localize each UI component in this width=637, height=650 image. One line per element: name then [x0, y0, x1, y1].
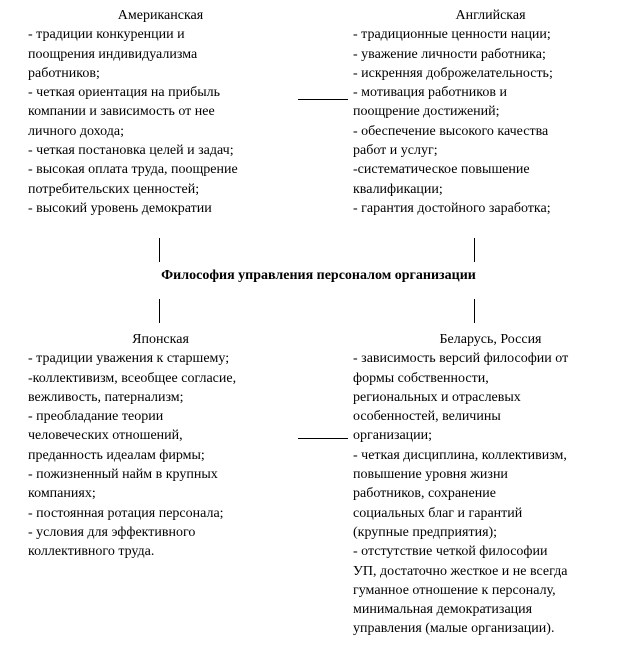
text-line: управления (малые организации).: [353, 621, 555, 637]
english-philosophy-block: [353, 6, 628, 218]
left-bottom-vertical-line: [159, 299, 160, 323]
english-lines: [353, 25, 628, 218]
text-line: - высокая оплата труда, поощрение: [28, 162, 238, 178]
text-line: - высокий уровень демократии: [28, 200, 212, 216]
american-philosophy-block: [28, 6, 293, 218]
text-line: повышение уровня жизни: [353, 467, 508, 483]
text-line: - гарантия достойного заработка;: [353, 200, 551, 216]
text-line: компаниях;: [28, 486, 96, 502]
text-line: гуманное отношение к персоналу,: [353, 582, 556, 598]
text-line: - зависимость версий философии от: [353, 351, 569, 367]
bottom-connector-line: [298, 438, 348, 439]
english-title: Английская: [455, 8, 526, 23]
text-line: особенностей, величины: [353, 409, 501, 425]
text-line: - четкая ориентация на прибыль: [28, 85, 220, 101]
text-line: (крупные предприятия);: [353, 524, 498, 540]
top-connector-line: [298, 99, 348, 100]
text-line: - условия для эффективного: [28, 524, 196, 540]
text-line: - традиционные ценности нации;: [353, 27, 551, 43]
text-line: коллективного труда.: [28, 544, 155, 560]
text-line: квалификации;: [353, 181, 443, 197]
text-line: - обеспечение высокого качества: [353, 123, 549, 139]
text-line: региональных и отраслевых: [353, 389, 521, 405]
text-line: социальных благ и гарантий: [353, 505, 523, 521]
text-line: преданность идеалам фирмы;: [28, 447, 205, 463]
text-line: работников;: [28, 65, 100, 81]
text-line: личного дохода;: [28, 123, 124, 139]
right-bottom-vertical-line: [474, 299, 475, 323]
text-line: - четкая дисциплина, коллективизм,: [353, 447, 567, 463]
belarus-title: Беларусь, Россия: [439, 332, 542, 347]
text-line: работ и услуг;: [353, 143, 438, 159]
text-line: - постоянная ротация персонала;: [28, 505, 224, 521]
text-line: -коллективизм, всеобщее согласие,: [28, 370, 237, 386]
american-lines: [28, 25, 293, 218]
text-line: - мотивация работников и: [353, 85, 507, 101]
text-line: - традиции конкуренции и: [28, 27, 185, 43]
japanese-title: Японская: [132, 332, 189, 347]
text-line: УП, достаточно жесткое и не всегда: [353, 563, 568, 579]
text-line: поощрение достижений;: [353, 104, 500, 120]
text-line: - четкая постановка целей и задач;: [28, 143, 234, 159]
text-line: поощрения индивидуализма: [28, 46, 198, 62]
japanese-lines: [28, 349, 293, 561]
text-line: - искренняя доброжелательность;: [353, 65, 553, 81]
text-line: компании и зависимость от нее: [28, 104, 215, 120]
text-line: организации;: [353, 428, 433, 444]
text-line: - пожизненный найм в крупных: [28, 467, 218, 483]
american-title: Американская: [117, 8, 204, 23]
japanese-philosophy-block: [28, 330, 293, 562]
text-line: -систематическое повышение: [353, 162, 530, 178]
text-line: вежливость, патернализм;: [28, 389, 184, 405]
center-title: Философия управления персоналом организации: [161, 268, 476, 283]
text-line: минимальная демократизация: [353, 602, 533, 618]
text-line: - преобладание теории: [28, 409, 164, 425]
text-line: - традиции уважения к старшему;: [28, 351, 230, 367]
belarus-lines: [353, 349, 628, 638]
left-top-vertical-line: [159, 238, 160, 262]
text-line: потребительских ценностей;: [28, 181, 200, 197]
right-top-vertical-line: [474, 238, 475, 262]
text-line: - отстутствие четкой философии: [353, 544, 548, 560]
text-line: человеческих отношений,: [28, 428, 183, 444]
text-line: формы собственности,: [353, 370, 489, 386]
belarus-russia-philosophy-block: [353, 330, 628, 639]
text-line: работников, сохранение: [353, 486, 496, 502]
text-line: - уважение личности работника;: [353, 46, 546, 62]
